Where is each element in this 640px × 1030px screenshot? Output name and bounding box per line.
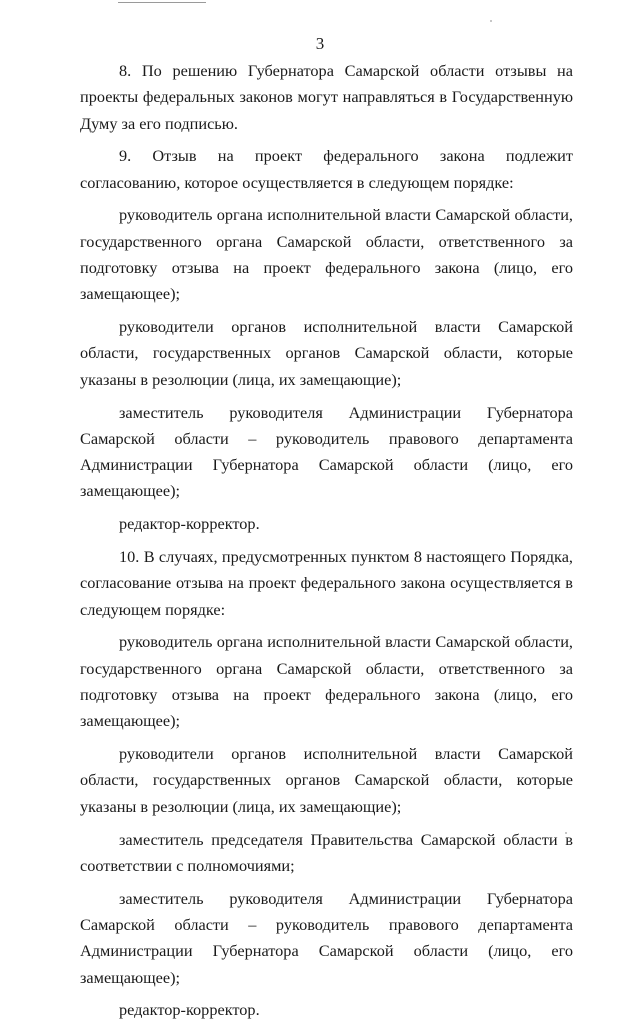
paragraph-clause-10: 10. В случаях, предусмотренных пунктом 8 настоящего Порядка, согласование отзыва на проект федерального закона осуществляется в следующем порядке: xyxy=(80,547,573,619)
page-number: 3 xyxy=(315,34,325,53)
paragraph-clause-8: 8. По решению Губернатора Самарской области отзывы на проекты федеральных законов могут направляться в Государственную Думу за его подписью. xyxy=(80,61,573,133)
list-item-deputy-administration: заместитель руководителя Администрации Губернатора Самарской области – руководитель правового департамента Администрации Губернатора Самарской области (лицо, его замещающее); xyxy=(80,402,573,501)
document-body xyxy=(80,58,573,1030)
paragraph-clause-9: 9. Отзыв на проект федерального закона подлежит согласованию, которое осуществляется в следующем порядке: xyxy=(80,146,573,192)
list-item-editor: редактор-корректор. xyxy=(119,1000,260,1020)
list-item-deputy-administration: заместитель руководителя Администрации Губернатора Самарской области – руководитель правового департамента Администрации Губернатора Самарской области (лицо, его замещающее); xyxy=(80,888,573,987)
list-item-agency-heads: руководители органов исполнительной власти Самарской области, государственных органов Самарской области, которые указаны в резолюции (лица, их замещающие); xyxy=(80,744,573,816)
list-item-editor: редактор-корректор. xyxy=(119,514,260,534)
list-item-responsible-head: руководитель органа исполнительной власти Самарской области, государственного органа Самарской области, ответственного за подготовку отзыва на проект федерального закона (лицо, его замещающее); xyxy=(80,205,573,304)
top-scan-line xyxy=(118,2,206,3)
scan-speck xyxy=(490,20,492,22)
list-item-deputy-chairman: заместитель председателя Правительства Самарской области в соответствии с полномочиями; xyxy=(80,829,573,875)
list-item-agency-heads: руководители органов исполнительной власти Самарской области, государственных органов Самарской области, которые указаны в резолюции (лица, их замещающие); xyxy=(80,317,573,389)
list-item-responsible-head: руководитель органа исполнительной власти Самарской области, государственного органа Самарской области, ответственного за подготовку отзыва на проект федерального закона (лицо, его замещающее); xyxy=(80,632,573,731)
